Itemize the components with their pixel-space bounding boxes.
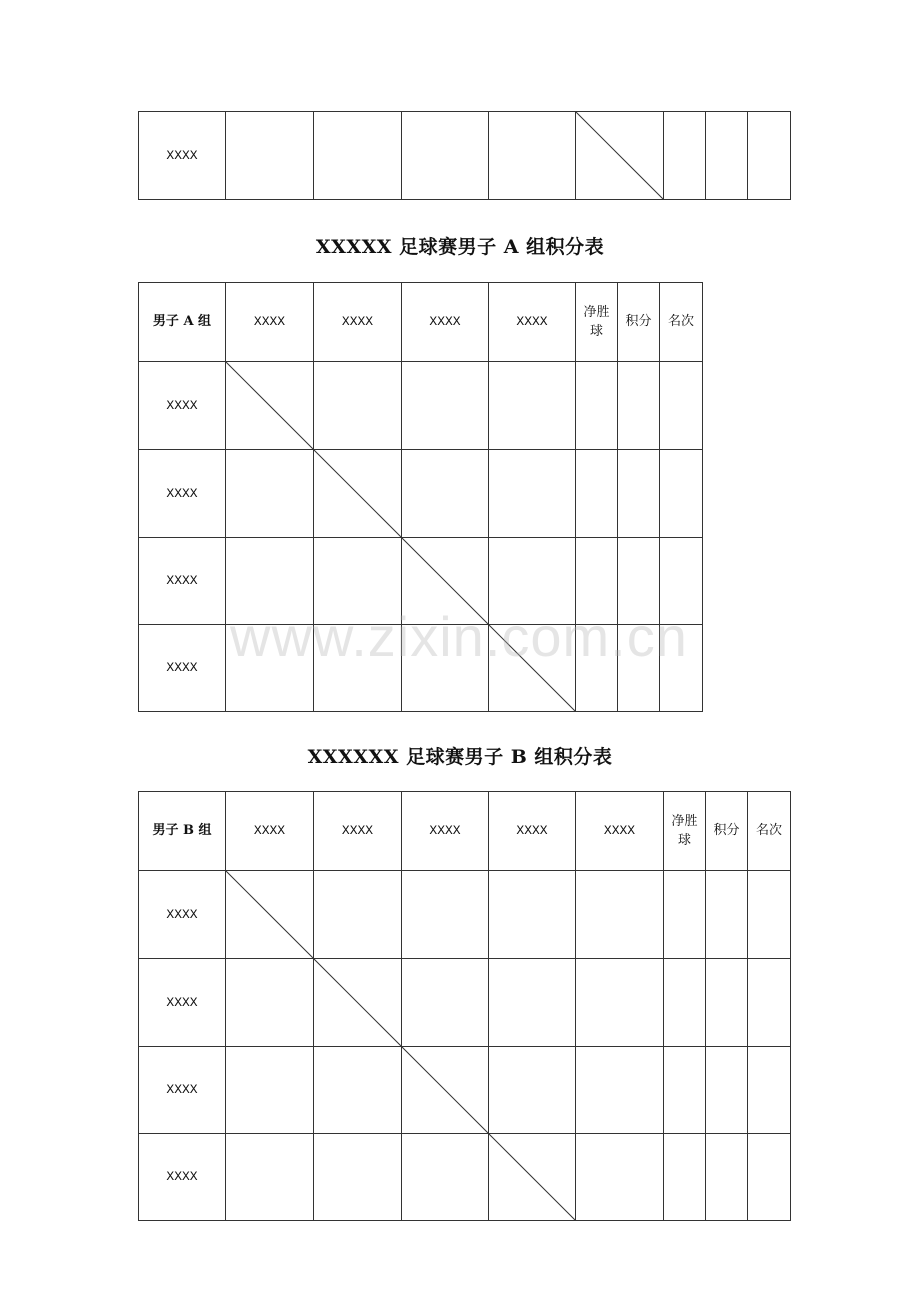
- column-team-header: XXXX: [576, 792, 664, 871]
- score-cell: [402, 871, 489, 959]
- table-row: [139, 1047, 791, 1134]
- score-cell: [226, 1047, 314, 1134]
- self-match-cell: [314, 450, 402, 538]
- goal-difference-header: 净胜球: [576, 283, 618, 362]
- group-b-table: [138, 791, 791, 1221]
- group-label: 男子 B 组: [139, 792, 226, 871]
- self-match-cell: [226, 362, 314, 450]
- self-match-cell: [402, 1047, 489, 1134]
- group-a-table: [138, 282, 703, 712]
- stat-cell: [576, 362, 618, 450]
- self-match-cell: [314, 959, 402, 1047]
- stat-cell: [576, 450, 618, 538]
- score-cell: [402, 362, 489, 450]
- stat-cell: [660, 450, 703, 538]
- rank-header: 名次: [748, 792, 791, 871]
- score-cell: [489, 959, 576, 1047]
- score-cell: [314, 1134, 402, 1221]
- stat-cell: [706, 1134, 748, 1221]
- score-cell: [226, 112, 314, 200]
- table-row: [139, 625, 703, 712]
- table-row: [139, 1134, 791, 1221]
- score-cell: [314, 362, 402, 450]
- row-team-name: XXXX: [139, 1047, 226, 1134]
- stat-cell: [664, 871, 706, 959]
- score-cell: [402, 959, 489, 1047]
- score-cell: [402, 625, 489, 712]
- score-cell: [402, 450, 489, 538]
- score-cell: [489, 112, 576, 200]
- row-team-name: XXXX: [139, 871, 226, 959]
- score-cell: [489, 450, 576, 538]
- watermark: www.zixin.com.cn: [230, 605, 688, 668]
- header-row: [139, 792, 791, 871]
- self-match-cell: [402, 538, 489, 625]
- column-team-header: XXXX: [489, 792, 576, 871]
- score-cell: [226, 959, 314, 1047]
- row-team-name: XXXX: [139, 1134, 226, 1221]
- stat-cell: [748, 959, 791, 1047]
- row-team-name: XXXX: [139, 959, 226, 1047]
- column-team-header: XXXX: [226, 792, 314, 871]
- score-cell: [576, 1134, 664, 1221]
- score-cell: [489, 1047, 576, 1134]
- stat-cell: [660, 538, 703, 625]
- score-cell: [489, 362, 576, 450]
- stat-cell: [664, 1134, 706, 1221]
- group-label: 男子 A 组: [139, 283, 226, 362]
- column-team-header: XXXX: [314, 792, 402, 871]
- column-team-header: XXXX: [314, 283, 402, 362]
- table-row: [139, 362, 703, 450]
- score-cell: [576, 959, 664, 1047]
- stat-cell: [618, 362, 660, 450]
- table-row: [139, 871, 791, 959]
- goal-difference-header: 净胜球: [664, 792, 706, 871]
- score-cell: [576, 1047, 664, 1134]
- table-row: [139, 959, 791, 1047]
- stat-cell: [748, 1047, 791, 1134]
- stat-cell: [664, 959, 706, 1047]
- self-match-cell: [489, 1134, 576, 1221]
- row-team-name: XXXX: [139, 538, 226, 625]
- stat-cell: [618, 450, 660, 538]
- row-team-name: XXXX: [139, 112, 226, 200]
- stat-cell: [618, 538, 660, 625]
- score-cell: [314, 112, 402, 200]
- score-cell: [576, 871, 664, 959]
- score-cell: [489, 538, 576, 625]
- score-cell: [314, 1047, 402, 1134]
- stat-cell: [748, 871, 791, 959]
- column-team-header: XXXX: [402, 792, 489, 871]
- self-match-cell: [576, 112, 664, 200]
- score-cell: [402, 112, 489, 200]
- stat-cell: [706, 871, 748, 959]
- row-team-name: XXXX: [139, 362, 226, 450]
- stat-cell: [576, 625, 618, 712]
- score-cell: [226, 450, 314, 538]
- stat-cell: [664, 112, 706, 200]
- score-cell: [314, 625, 402, 712]
- stat-cell: [660, 362, 703, 450]
- self-match-cell: [226, 871, 314, 959]
- score-cell: [226, 538, 314, 625]
- row-team-name: XXXX: [139, 450, 226, 538]
- score-cell: [314, 538, 402, 625]
- stat-cell: [664, 1047, 706, 1134]
- group-b-title: XXXXXX 足球赛男子 B 组积分表: [307, 746, 613, 768]
- header-row: [139, 283, 703, 362]
- group-a-title: XXXXX 足球赛男子 A 组积分表: [315, 236, 605, 258]
- stat-cell: [706, 1047, 748, 1134]
- stat-cell: [660, 625, 703, 712]
- score-cell: [226, 1134, 314, 1221]
- score-cell: [226, 625, 314, 712]
- table-row: [139, 538, 703, 625]
- stat-cell: [576, 538, 618, 625]
- top-fragment-table: [138, 111, 791, 200]
- points-header: 积分: [706, 792, 748, 871]
- table-row: [139, 450, 703, 538]
- column-team-header: XXXX: [226, 283, 314, 362]
- score-cell: [489, 871, 576, 959]
- column-team-header: XXXX: [402, 283, 489, 362]
- score-cell: [402, 1134, 489, 1221]
- table-row: [139, 112, 791, 200]
- stat-cell: [706, 112, 748, 200]
- stat-cell: [748, 112, 791, 200]
- stat-cell: [618, 625, 660, 712]
- score-cell: [314, 871, 402, 959]
- stat-cell: [706, 959, 748, 1047]
- column-team-header: XXXX: [489, 283, 576, 362]
- row-team-name: XXXX: [139, 625, 226, 712]
- rank-header: 名次: [660, 283, 703, 362]
- points-header: 积分: [618, 283, 660, 362]
- self-match-cell: [489, 625, 576, 712]
- stat-cell: [748, 1134, 791, 1221]
